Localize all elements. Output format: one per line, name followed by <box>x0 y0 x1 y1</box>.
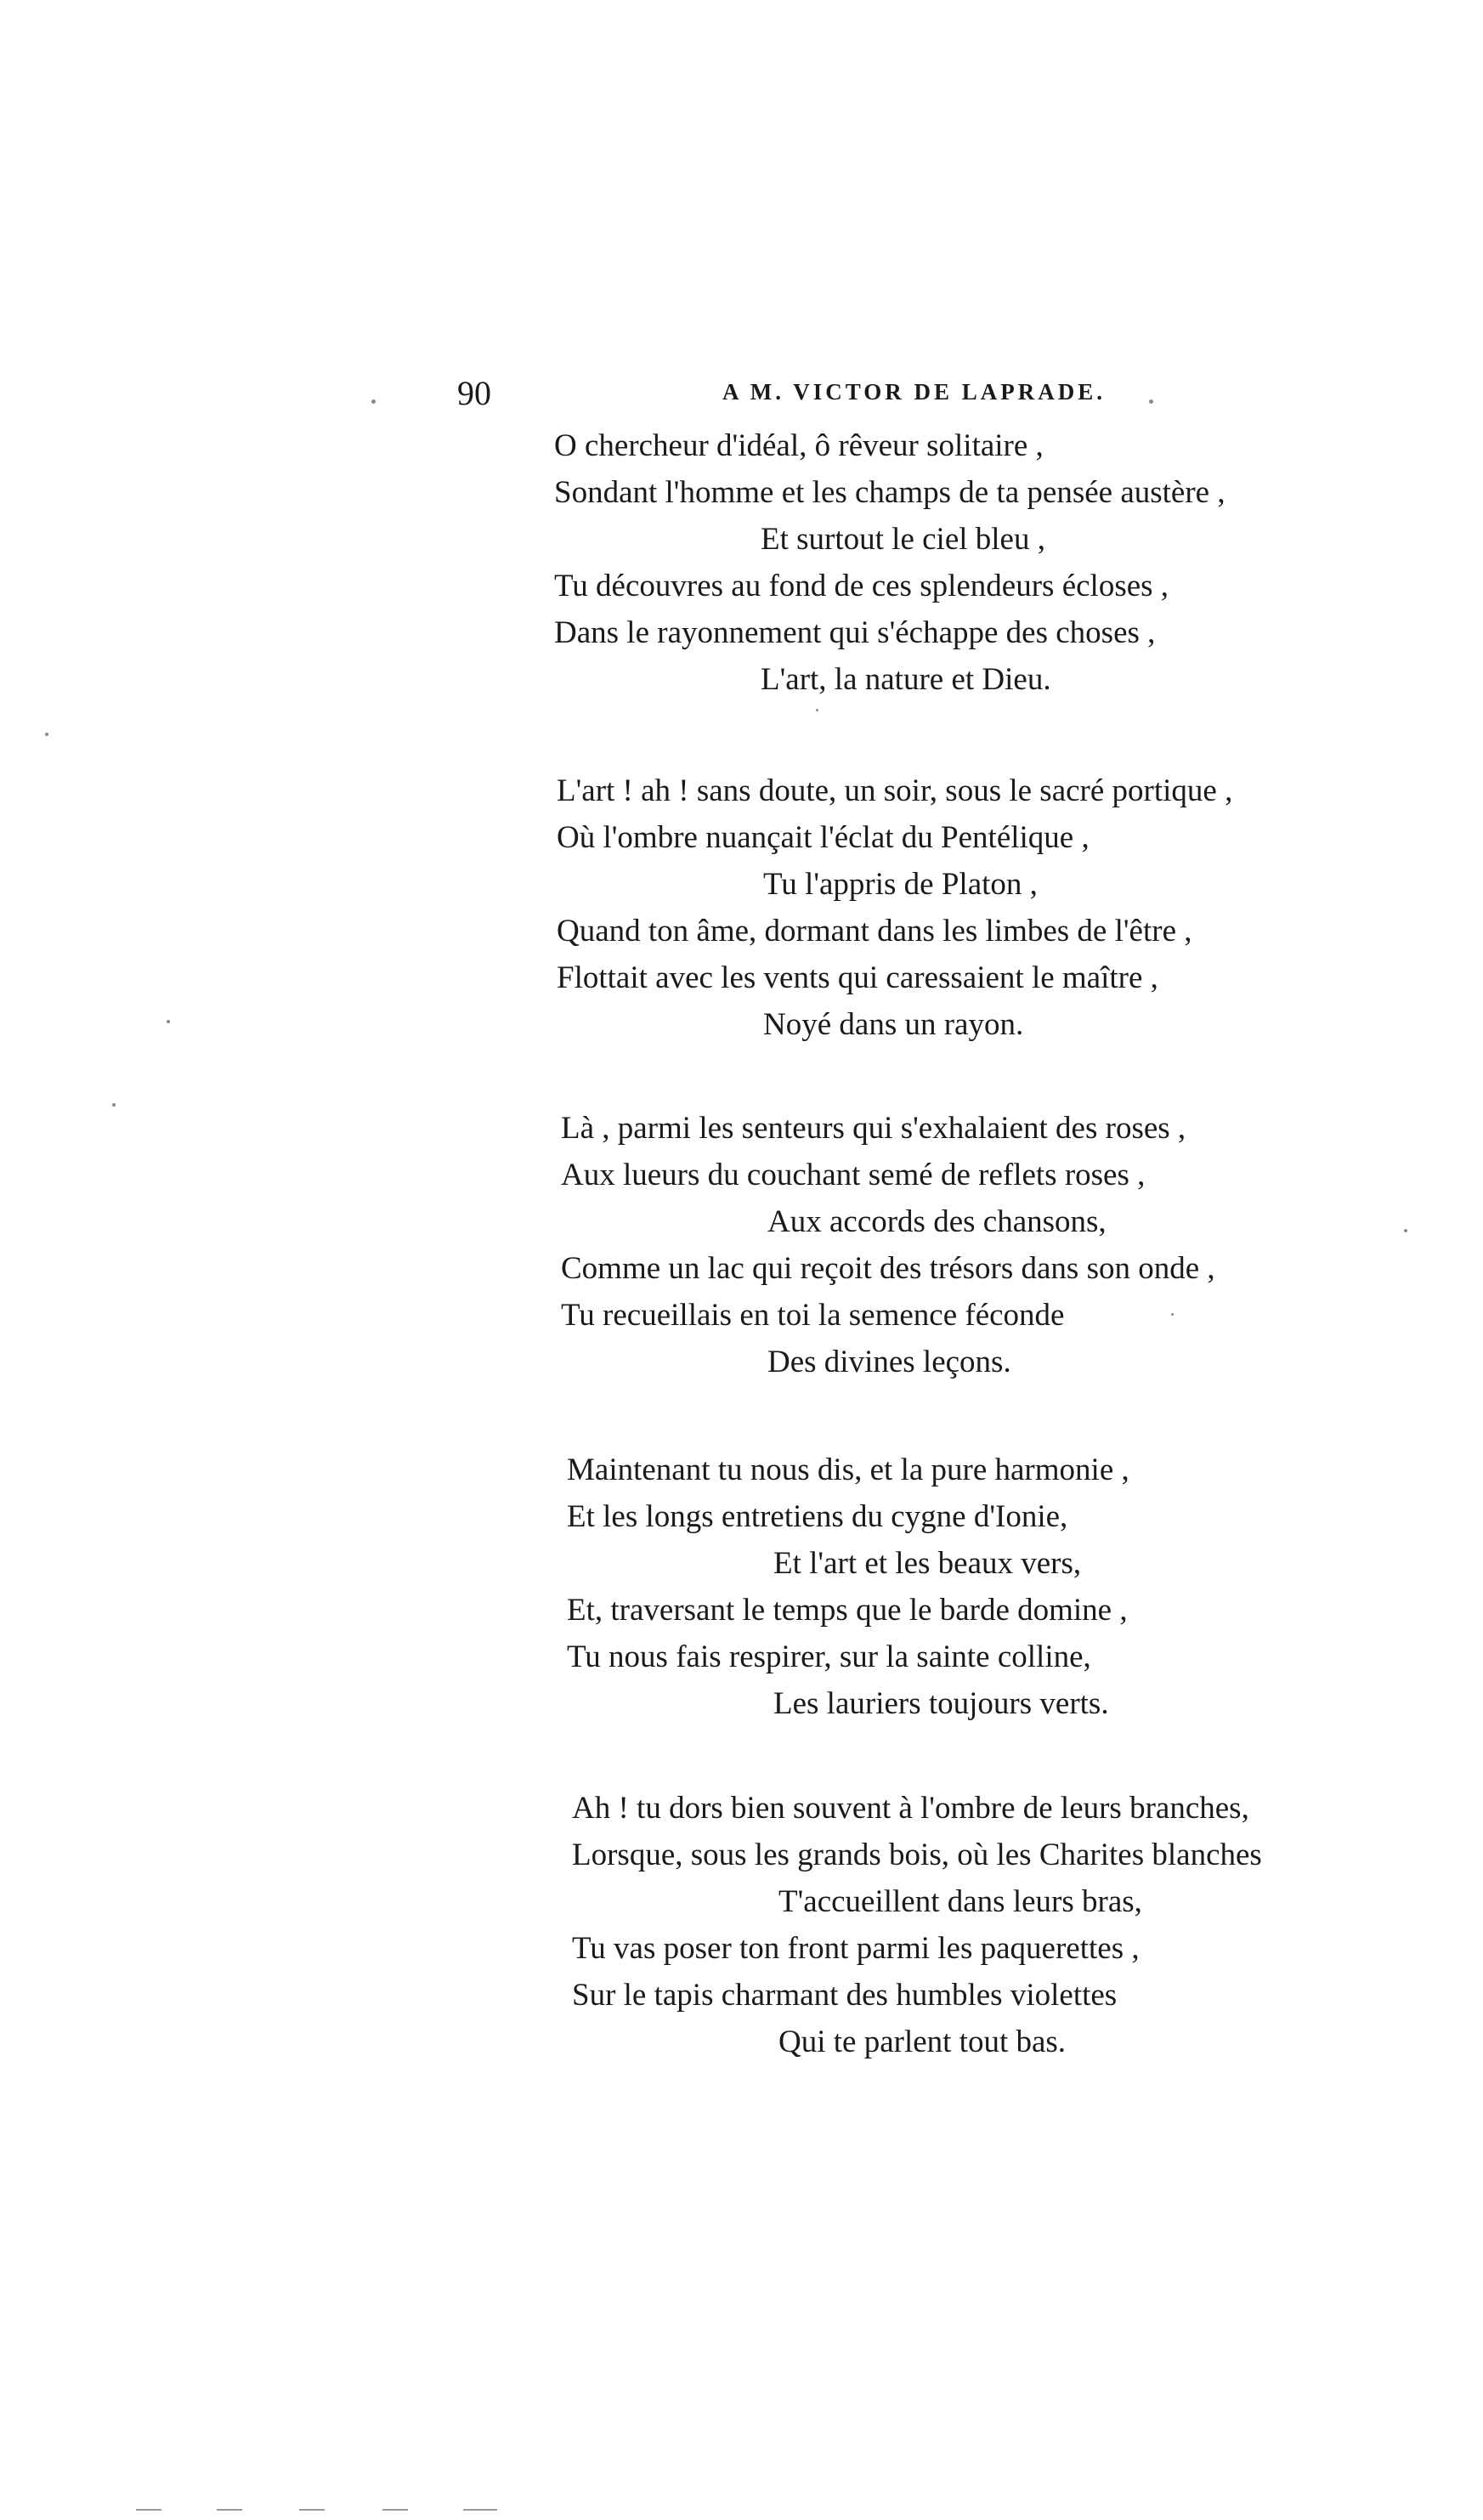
verse-line: Ah ! tu dors bien souvent à l'ombre de leurs branches, <box>572 1791 1249 1826</box>
foot-rule <box>299 2509 325 2511</box>
verse-line: Là , parmi les senteurs qui s'exhalaient des roses , <box>561 1111 1186 1146</box>
scan-speck <box>371 399 376 404</box>
verse-line: Et les longs entretiens du cygne d'Ionie, <box>567 1499 1068 1534</box>
verse-line: Les lauriers toujours verts. <box>773 1686 1109 1721</box>
foot-rule <box>136 2509 161 2511</box>
verse-line: Tu vas poser ton front parmi les paquerettes , <box>572 1931 1140 1966</box>
verse-line: Sondant l'homme et les champs de ta pensée austère , <box>554 475 1225 510</box>
scan-speck <box>1149 399 1153 404</box>
verse-line: T'accueillent dans leurs bras, <box>778 1884 1142 1919</box>
foot-rule <box>463 2509 497 2511</box>
verse-line: Maintenant tu nous dis, et la pure harmonie , <box>567 1453 1129 1487</box>
verse-line: Aux accords des chansons, <box>767 1204 1107 1239</box>
stanza-4 <box>567 1447 1129 1727</box>
verse-line: Lorsque, sous les grands bois, où les Charites blanches <box>572 1838 1262 1872</box>
verse-line: Comme un lac qui reçoit des trésors dans son onde , <box>561 1251 1215 1286</box>
scan-speck <box>167 1020 170 1023</box>
verse-line: Où l'ombre nuançait l'éclat du Pentélique , <box>557 820 1090 855</box>
verse-line: Aux lueurs du couchant semé de reflets roses , <box>561 1158 1146 1192</box>
verse-line: Qui te parlent tout bas. <box>778 2024 1067 2059</box>
verse-line: Tu l'appris de Platon , <box>763 867 1038 902</box>
scan-speck <box>45 733 48 736</box>
stanza-2 <box>557 767 1232 1048</box>
verse-line: L'art ! ah ! sans doute, un soir, sous le sacré portique , <box>557 773 1233 808</box>
running-title: A M. VICTOR DE LAPRADE. <box>722 379 1107 405</box>
verse-line: Des divines leçons. <box>767 1345 1011 1379</box>
verse-line: O chercheur d'idéal, ô rêveur solitaire , <box>554 428 1044 463</box>
verse-line: Et, traversant le temps que le barde domine , <box>567 1593 1128 1628</box>
scan-speck <box>1171 1313 1174 1316</box>
verse-line: Et surtout le ciel bleu , <box>761 522 1045 557</box>
page-number: 90 <box>457 374 491 412</box>
verse-line: Flottait avec les vents qui caressaient le maître , <box>557 960 1158 995</box>
verse-line: Sur le tapis charmant des humbles violettes <box>572 1978 1118 2013</box>
stanza-5 <box>572 1785 1262 2065</box>
verse-line: Tu recueillais en toi la semence féconde <box>561 1298 1065 1333</box>
verse-line: Et l'art et les beaux vers, <box>773 1546 1082 1581</box>
verse-line: Noyé dans un rayon. <box>763 1007 1024 1042</box>
verse-line: Quand ton âme, dormant dans les limbes de l'être , <box>557 914 1192 949</box>
stanza-3 <box>561 1105 1215 1385</box>
stanza-1 <box>554 422 1225 703</box>
scan-speck <box>112 1103 116 1107</box>
verse-line: Tu nous fais respirer, sur la sainte colline, <box>567 1639 1091 1674</box>
foot-rule <box>382 2509 408 2511</box>
verse-line: Dans le rayonnement qui s'échappe des choses , <box>554 615 1156 650</box>
foot-rule <box>217 2509 242 2511</box>
verse-line: L'art, la nature et Dieu. <box>761 662 1051 697</box>
verse-line: Tu découvres au fond de ces splendeurs écloses , <box>554 569 1169 603</box>
scan-speck <box>1404 1229 1407 1232</box>
scan-speck <box>816 709 818 711</box>
